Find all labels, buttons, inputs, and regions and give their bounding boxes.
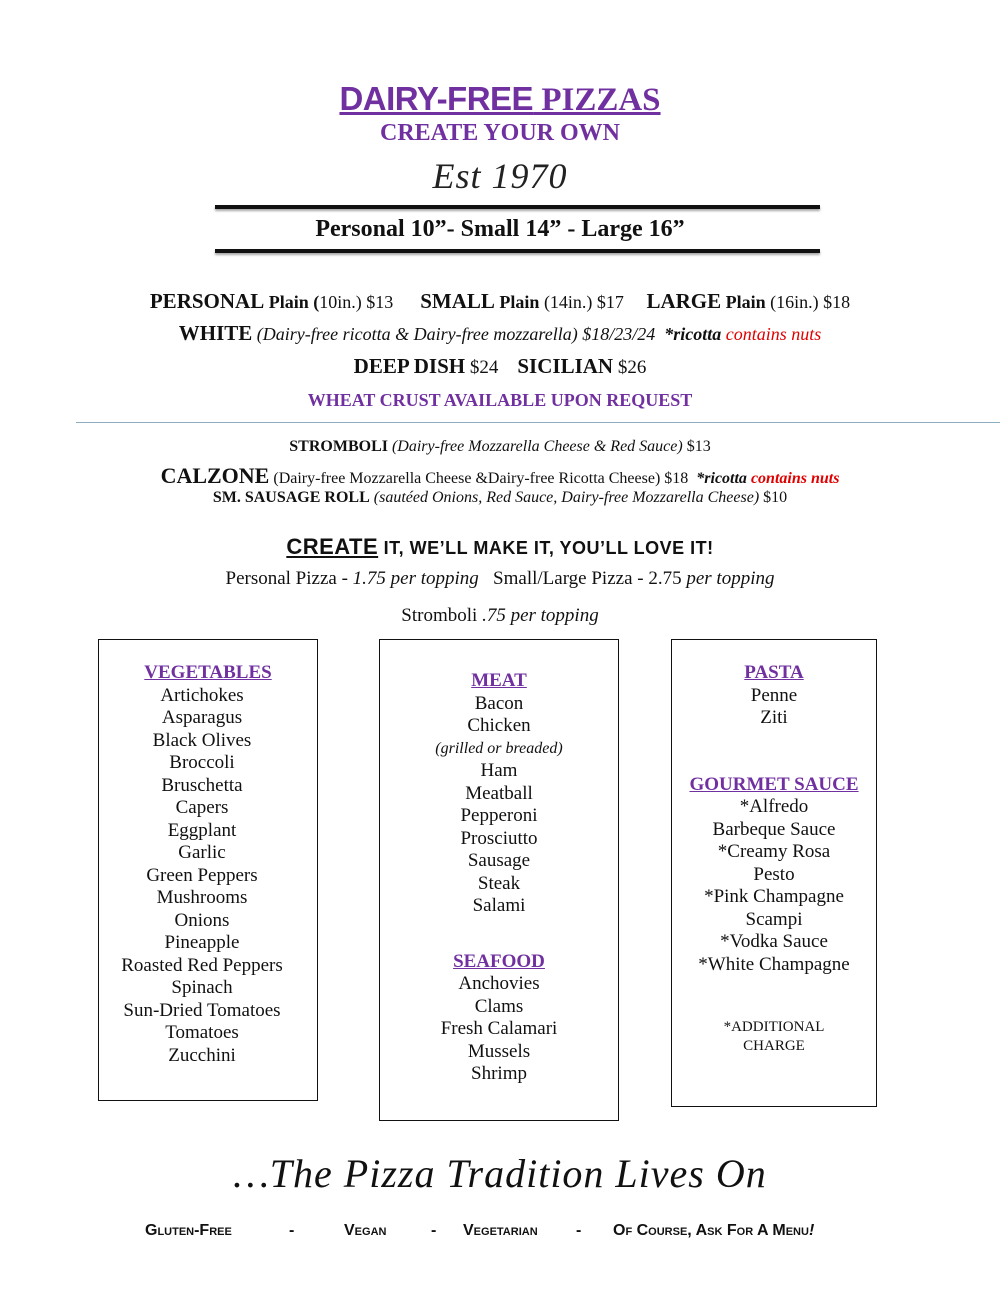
wheat-crust-note: WHEAT CRUST AVAILABLE UPON REQUEST <box>307 390 693 410</box>
tradition-tagline: …The Pizza Tradition Lives On <box>233 1151 767 1196</box>
page-title <box>0 80 1000 119</box>
calzone-warning: contains nuts <box>750 470 840 487</box>
personal-topping-label: Personal Pizza - <box>225 568 348 589</box>
create-word: CREATE <box>286 534 379 559</box>
deep-dish-label: DEEP DISH <box>353 354 466 378</box>
small-label: SMALL <box>420 289 495 313</box>
footer-ask <box>613 1222 814 1240</box>
sauce-item: Pesto <box>753 863 795 885</box>
vegetable-item: Roasted Red Peppers <box>121 954 283 976</box>
personal-detail: 10in.) $13 <box>319 292 394 312</box>
sauce-item: Scampi <box>745 908 803 930</box>
sausage-detail: (sautéed Onions, Red Sauce, Dairy-free Mozzarella Cheese) <box>373 489 760 506</box>
sauce-heading: GOURMET SAUCE <box>689 773 859 795</box>
meat-item: Chicken <box>467 715 531 736</box>
pasta-item: Penne <box>750 684 798 706</box>
stromboli-topping-label: Stromboli <box>401 605 478 626</box>
personal-topping-price: 1.75 per topping <box>352 568 479 589</box>
established-year: Est 1970 <box>432 156 568 196</box>
topping-prices <box>0 568 1000 590</box>
sauce-item: Barbeque Sauce <box>712 818 836 840</box>
meat-item: Pepperoni <box>460 805 538 826</box>
deep-dish-price: $24 <box>469 357 499 378</box>
additional-charge-line2: CHARGE <box>743 1038 805 1054</box>
vegetable-item: Artichokes <box>160 684 244 706</box>
stromboli-topping-price: .75 per topping <box>482 605 599 626</box>
meat-item: Ham <box>480 760 518 781</box>
bottom-rule <box>215 249 820 253</box>
vegetable-item: Mushrooms <box>156 887 248 908</box>
meat-item: Bacon <box>474 692 524 714</box>
calzone-note: *ricotta <box>696 470 747 487</box>
white-warning: contains nuts <box>725 324 822 344</box>
size-line: Personal 10”- Small 14” - Large 16” <box>315 216 685 242</box>
vegetable-item: Garlic <box>178 842 226 863</box>
sicilian-price: $26 <box>617 357 647 378</box>
title-pizzas: PIZZAS <box>533 82 661 118</box>
small-detail: (14in.) $17 <box>539 292 624 312</box>
sauce-item: *Vodka Sauce <box>720 931 828 952</box>
large-detail: (16in.) $18 <box>765 292 851 312</box>
vegetable-item: Black Olives <box>152 729 252 751</box>
sauce-item: *Alfredo <box>739 796 809 817</box>
vegetable-item: Asparagus <box>161 707 243 728</box>
white-pizza-line <box>0 321 1000 346</box>
divider <box>76 422 1000 423</box>
white-note: *ricotta <box>664 324 722 344</box>
additional-charge-line1: *ADDITIONAL <box>723 1019 825 1035</box>
pasta-heading: PASTA <box>744 662 804 683</box>
large-label: LARGE <box>646 289 722 313</box>
sausage-label: SM. SAUSAGE ROLL <box>212 489 370 506</box>
sicilian-label: SICILIAN <box>517 354 614 378</box>
white-label: WHITE <box>178 321 253 345</box>
sauce-item: *Pink Champagne <box>704 886 844 907</box>
meat-item-note: (grilled or breaded) <box>435 739 563 757</box>
seafood-heading: SEAFOOD <box>453 950 545 972</box>
vegetable-item: Eggplant <box>167 819 237 841</box>
calzone-detail: (Dairy-free Mozzarella Cheese &Dairy-free Ricotta Cheese) $18 <box>273 470 689 487</box>
seafood-item: Mussels <box>467 1040 531 1062</box>
vegetable-item: Sun-Dried Tomatoes <box>123 999 281 1021</box>
meat-item: Prosciutto <box>460 827 538 849</box>
small-plain: Plain <box>499 292 540 312</box>
footer-gluten-free: Gluten-Free <box>145 1222 232 1239</box>
footer-separator: - <box>431 1222 437 1239</box>
calzone-line <box>0 463 1000 489</box>
large-plain: Plain <box>725 292 766 312</box>
seafood-item: Anchovies <box>458 973 540 994</box>
white-detail: (Dairy-free ricotta & Dairy-free mozzarella) $18/23/24 <box>256 324 656 344</box>
create-headline <box>0 534 1000 560</box>
stromboli-label: STROMBOLI <box>289 438 388 455</box>
meat-seafood-box <box>379 639 619 1121</box>
seafood-item: Fresh Calamari <box>440 1018 558 1039</box>
deep-dish-line <box>0 354 1000 379</box>
meat-item: Sausage <box>467 850 531 871</box>
stromboli-detail: (Dairy-free Mozzarella Cheese & Red Sauce) <box>391 438 683 455</box>
vegetable-item: Bruschetta <box>161 774 243 796</box>
seafood-item: Clams <box>474 995 524 1017</box>
meat-item: Steak <box>477 872 521 894</box>
footer-separator: - <box>576 1222 582 1239</box>
sauce-item: *Creamy Rosa <box>717 841 831 862</box>
footer-bang: ! <box>808 1222 815 1239</box>
stromboli-line <box>0 438 1000 456</box>
vegetable-item: Capers <box>175 797 229 818</box>
pasta-sauce-box <box>671 639 877 1107</box>
meat-item: Meatball <box>465 782 533 804</box>
sausage-roll-line <box>0 489 1000 507</box>
subtitle: CREATE YOUR OWN <box>379 120 620 146</box>
stromboli-topping <box>0 605 1000 627</box>
top-rule <box>215 205 820 209</box>
vegetables-box <box>98 639 318 1101</box>
smalllarge-topping-unit: per topping <box>686 568 775 589</box>
footer-ask-text: Of Course, Ask For A Menu <box>613 1222 809 1239</box>
sausage-price: $10 <box>763 489 788 506</box>
seafood-item: Shrimp <box>471 1063 527 1084</box>
vegetable-item: Broccoli <box>169 752 235 773</box>
title-dairy-free: DAIRY-FREE <box>339 80 534 117</box>
calzone-label: CALZONE <box>160 463 270 488</box>
plain-prices <box>0 289 1000 314</box>
meat-heading: MEAT <box>471 670 527 691</box>
stromboli-price: $13 <box>686 438 711 455</box>
vegetable-item: Green Peppers <box>146 864 258 886</box>
footer-vegan: Vegan <box>344 1222 387 1239</box>
create-rest: IT, WE’LL MAKE IT, YOU’LL LOVE IT! <box>378 538 714 558</box>
vegetable-item: Zucchini <box>168 1044 236 1066</box>
smalllarge-topping-label: Small/Large Pizza - 2.75 <box>493 568 682 589</box>
sauce-item: *White Champagne <box>698 953 850 975</box>
vegetable-item: Spinach <box>171 977 233 998</box>
footer-separator: - <box>289 1222 295 1239</box>
vegetables-heading: VEGETABLES <box>144 662 272 683</box>
vegetable-item: Onions <box>174 909 230 931</box>
meat-item: Salami <box>472 895 526 916</box>
pasta-item: Ziti <box>760 707 788 728</box>
personal-label: PERSONAL <box>149 289 265 313</box>
footer-vegetarian: Vegetarian <box>463 1222 538 1239</box>
vegetable-item: Tomatoes <box>165 1022 239 1043</box>
personal-plain: Plain ( <box>268 292 320 312</box>
vegetable-item: Pineapple <box>164 932 240 953</box>
